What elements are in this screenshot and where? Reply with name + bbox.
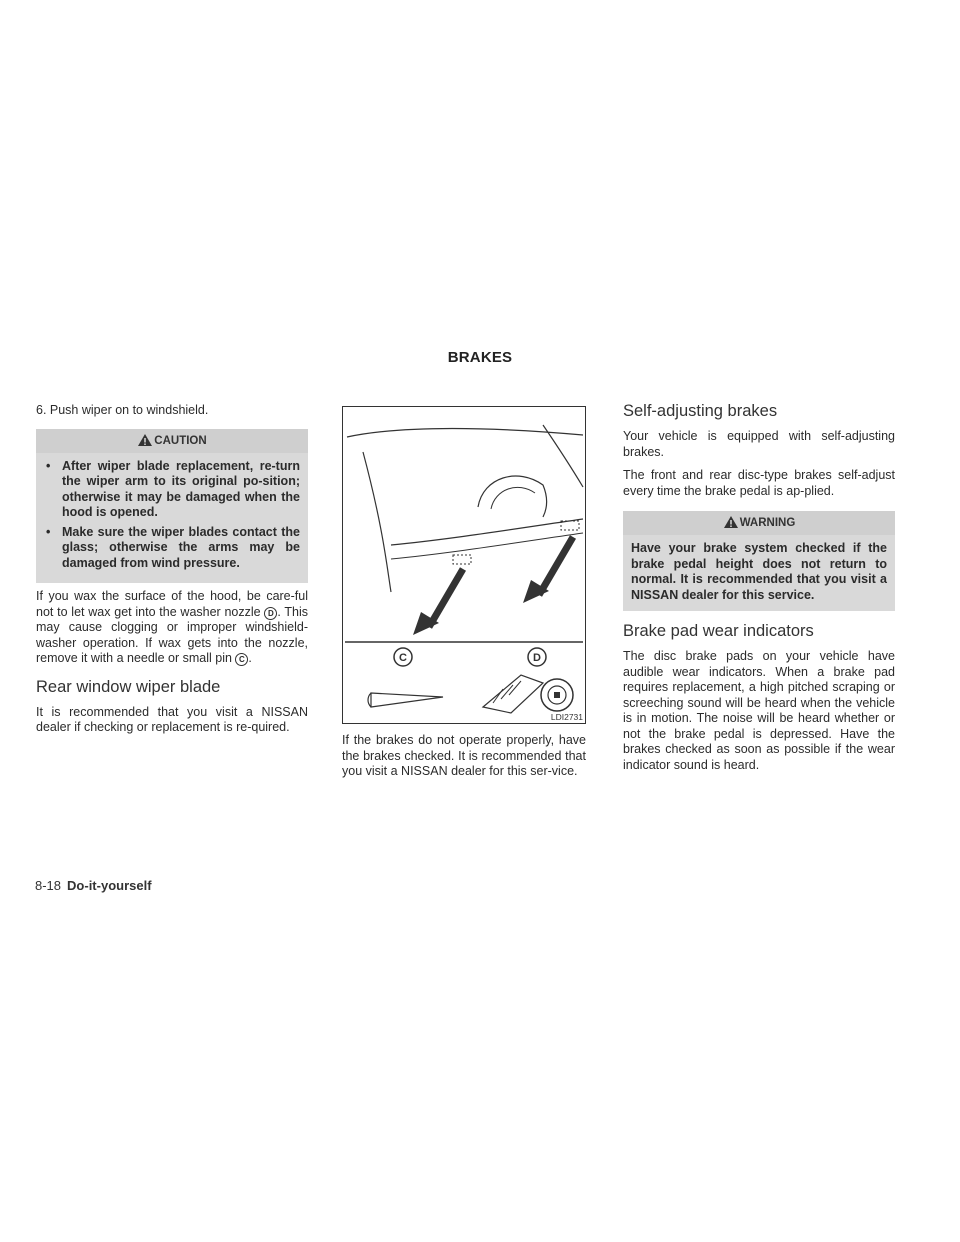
pad-wear-heading: Brake pad wear indicators [623,622,814,640]
section-title: BRAKES [447,349,513,366]
pad-wear-text: The disc brake pads on your vehicle have audible wear indicators. When a brake pad requires replacement, a high pitched scraping or screeching sound will be heard when the vehicle is in motion. The noise will be heard whether or not the brake pedal is depressed. Have the brakes checked as soon as possible if the wear indicator sound is heard. [623,649,895,772]
caution-box [36,429,308,584]
self-adjusting-p1: Your vehicle is equipped with self-adjusting brakes. [623,429,895,459]
wax-paragraph: If you wax the surface of the hood, be care-ful not to let wax get into the washer nozzle D . This may cause clogging or improper windshield-washer operation. If wax gets into the nozzle, remove it with a needle or small pin C . [36,589,308,665]
chapter-title: Do-it-yourself [67,878,152,893]
warning-triangle-icon [137,433,153,447]
label-c: C [399,652,407,664]
caution-item: • After wiper blade replacement, re-turn the wiper arm to its original po-sition; otherwise it may be damaged when the hood is opened. [46,458,300,519]
figure-code: LDI2731 [550,712,583,722]
warning-triangle-icon [723,515,739,529]
warning-label: WARNING [739,517,796,529]
self-adjusting-heading: Self-adjusting brakes [623,402,778,420]
wiper-figure [342,406,586,724]
caution-item: • Make sure the wiper blades contact the glass; otherwise the arms may be damaged from wind pressure. [46,524,300,570]
rear-wiper-heading: Rear window wiper blade [36,677,221,696]
page-footer [35,878,152,893]
caution-header [36,429,308,453]
caution-label: CAUTION [154,434,207,447]
label-d: D [533,652,541,664]
callout-c-figure [394,648,412,666]
hood-nozzle-illustration [343,407,585,723]
warning-header [623,511,895,535]
callout-d-figure [528,648,546,666]
right-column [623,401,895,781]
warning-box [623,511,895,611]
rear-wiper-text: It is recommended that you visit a NISSAN dealer if checking or replacement is re-quired. [36,704,308,734]
callout-d-icon: D [264,607,277,620]
callout-c-icon: C [235,653,248,666]
step-6: 6. Push wiper on to windshield. [36,403,209,417]
warning-text: Have your brake system checked if the brake pedal height does not return to normal. It is recommended that you visit a NISSAN dealer for this service. [631,541,887,602]
self-adjusting-p2: The front and rear disc-type brakes self-adjust every time the brake pedal is ap-plied. [623,468,895,498]
left-column [36,403,308,744]
brakes-paragraph: If the brakes do not operate properly, have the brakes checked. It is recommended that you visit a NISSAN dealer for this ser-vice. [342,733,586,778]
page-number: 8-18 [35,878,62,893]
middle-column [342,733,586,788]
